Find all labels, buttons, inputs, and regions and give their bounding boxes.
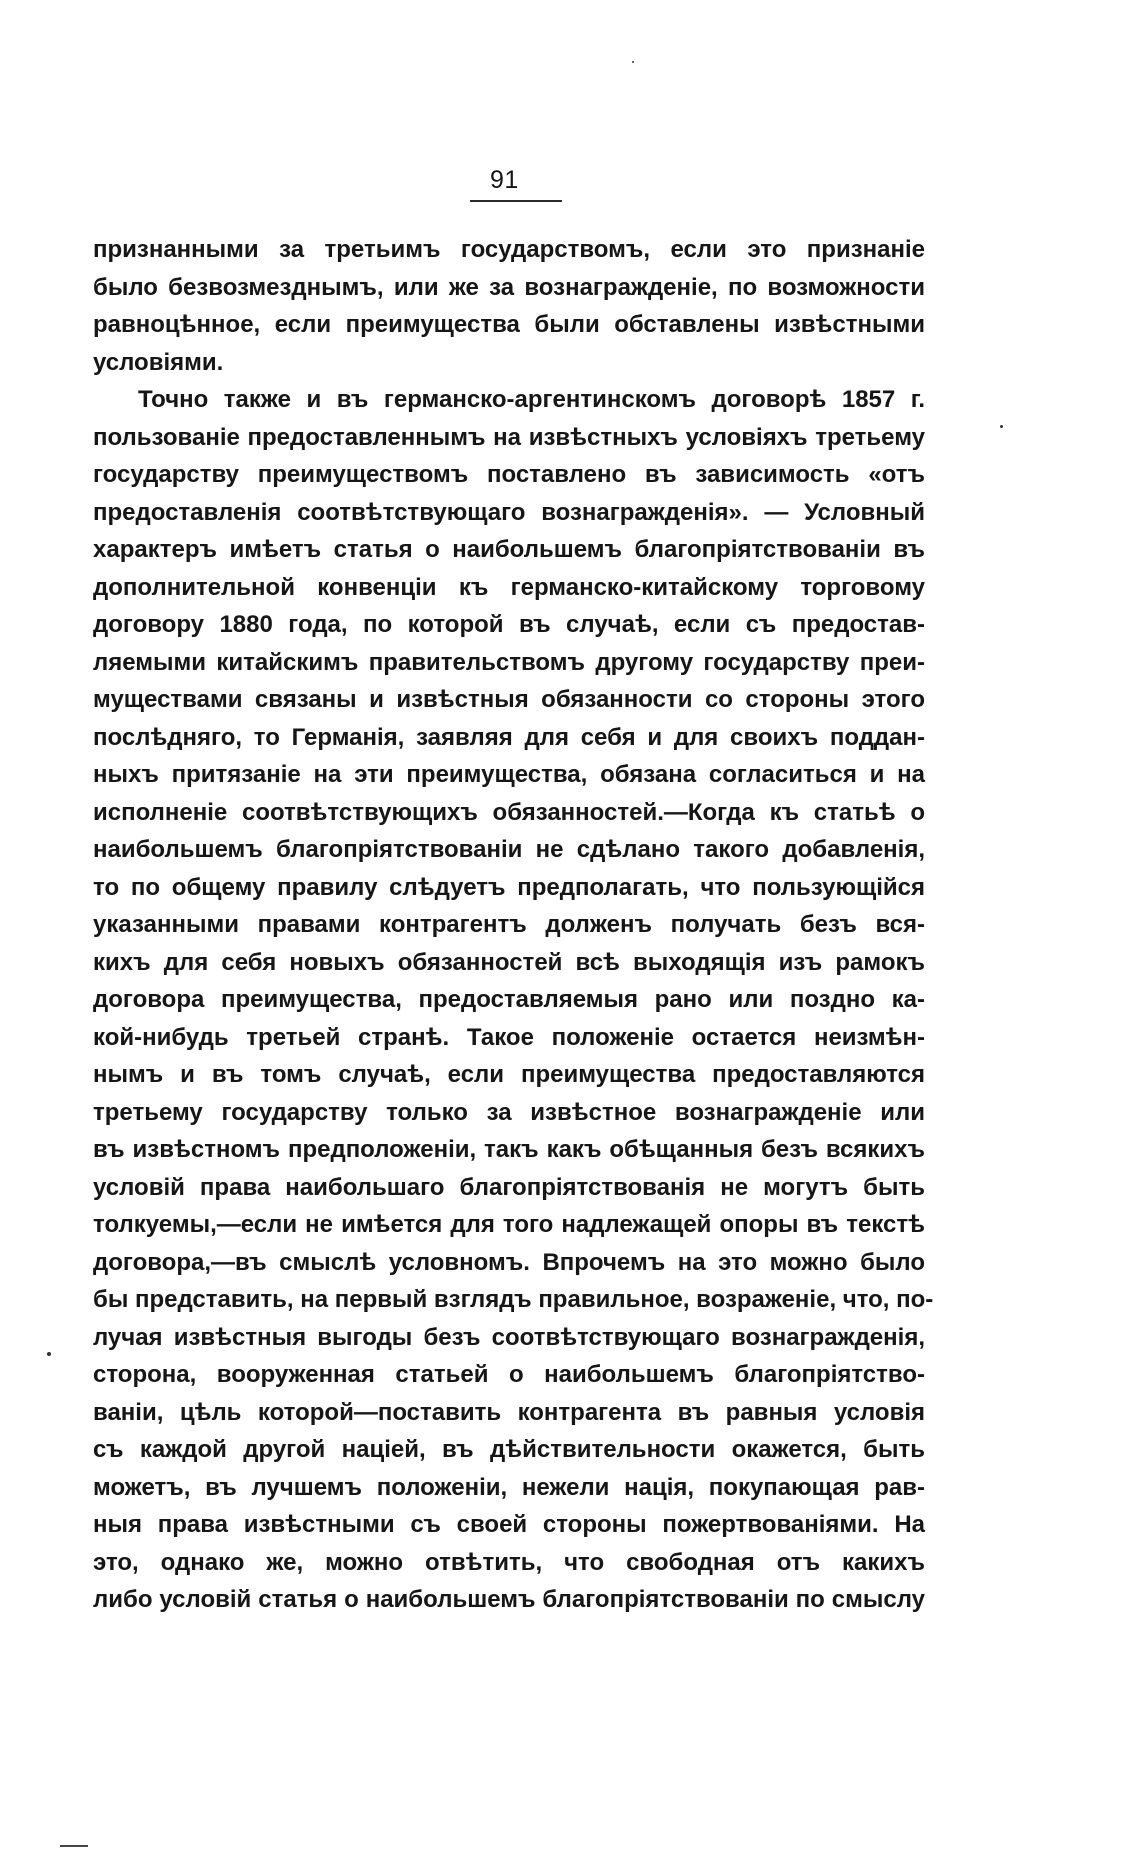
scan-speck bbox=[47, 1352, 51, 1356]
text-line: государству преимуществомъ поставлено въ зависимость «отъ bbox=[93, 461, 925, 488]
scan-mark bbox=[60, 1845, 88, 1847]
text-line: ваніи, цѣль которой—поставить контрагента въ равныя условія bbox=[93, 1398, 925, 1426]
page-number: 91 bbox=[490, 166, 519, 194]
page-number-rule bbox=[470, 200, 562, 202]
text-line: исполненіе соотвѣтствующихъ обязанностей.—Когда къ статьѣ о bbox=[93, 798, 925, 826]
text-line: договора преимущества, предоставляемыя рано или поздно ка- bbox=[93, 986, 925, 1013]
scan-speck bbox=[632, 61, 634, 63]
text-line: нымъ и въ томъ случаѣ, если преимущества предоставляются bbox=[93, 1061, 925, 1088]
text-line: наибольшемъ благопріятствованіи не сдѣлано такого добавленія, bbox=[93, 836, 925, 863]
text-line: было безвозмезднымъ, или же за вознагражденіе, по возможности bbox=[93, 273, 925, 301]
text-line: бы представить, на первый взглядъ правильное, возраженіе, что, по- bbox=[93, 1286, 934, 1313]
text-line: лучая извѣстныя выгоды безъ соотвѣтствующаго вознагражденія, bbox=[93, 1323, 925, 1351]
scan-speck bbox=[1000, 425, 1003, 428]
text-line: условіями. bbox=[93, 348, 224, 376]
text-line: третьему государству только за извѣстное вознагражденіе или bbox=[93, 1098, 925, 1126]
text-line: ныхъ притязаніе на эти преимущества, обязана согласиться и на bbox=[93, 761, 925, 788]
text-line: договора,—въ смыслѣ условномъ. Впрочемъ на это можно было bbox=[93, 1248, 925, 1276]
text-line: можетъ, въ лучшемъ положеніи, нежели нація, покупающая рав- bbox=[93, 1473, 925, 1501]
text-line: пользованіе предоставленнымъ на извѣстныхъ условіяхъ третьему bbox=[93, 423, 925, 451]
text-line: послѣдняго, то Германія, заявляя для себя и для своихъ поддан- bbox=[93, 723, 925, 751]
text-line: характеръ имѣетъ статья о наибольшемъ благопріятствованіи въ bbox=[93, 536, 925, 563]
text-line: муществами связаны и извѣстныя обязанности со стороны этого bbox=[93, 686, 925, 713]
text-line: толкуемы,—если не имѣется для того надлежащей опоры въ текстѣ bbox=[93, 1211, 925, 1238]
text-line: признанными за третьимъ государствомъ, если это признаніе bbox=[93, 236, 925, 263]
text-line: указанными правами контрагентъ долженъ получать безъ вся- bbox=[93, 911, 925, 938]
text-line: это, однако же, можно отвѣтить, что свободная отъ какихъ bbox=[93, 1548, 925, 1576]
text-line: кихъ для себя новыхъ обязанностей всѣ выходящія изъ рамокъ bbox=[93, 948, 925, 976]
text-line: либо условій статья о наибольшемъ благопріятствованіи по смыслу bbox=[93, 1586, 925, 1613]
text-line: то по общему правилу слѣдуетъ предполагать, что пользующійся bbox=[93, 873, 925, 901]
body-text bbox=[93, 231, 934, 1619]
text-line: ляемыми китайскимъ правительствомъ другому государству преи- bbox=[93, 648, 925, 676]
text-line: ныя права извѣстными съ своей стороны пожертвованіями. На bbox=[93, 1511, 925, 1538]
text-line: равноцѣнное, если преимущества были обставлены извѣстными bbox=[93, 311, 925, 338]
text-line: предоставленія соотвѣтствующаго вознагражденія». — Условный bbox=[93, 498, 925, 526]
text-line: дополнительной конвенціи къ германско-китайскому торговому bbox=[93, 573, 925, 601]
text-line: сторона, вооруженная статьей о наибольшемъ благопріятство- bbox=[93, 1361, 925, 1388]
text-line: условій права наибольшаго благопріятствованія не могутъ быть bbox=[93, 1173, 925, 1201]
text-line: съ каждой другой націей, въ дѣйствительности окажется, быть bbox=[93, 1436, 925, 1463]
text-line: кой-нибудь третьей странѣ. Такое положеніе остается неизмѣн- bbox=[93, 1023, 925, 1051]
text-line: Точно также и въ германско-аргентинскомъ договорѣ 1857 г. bbox=[138, 386, 925, 413]
text-line: въ извѣстномъ предположеніи, такъ какъ обѣщанныя безъ всякихъ bbox=[93, 1136, 925, 1163]
text-line: договору 1880 года, по которой въ случаѣ, если съ предостав- bbox=[93, 611, 925, 638]
